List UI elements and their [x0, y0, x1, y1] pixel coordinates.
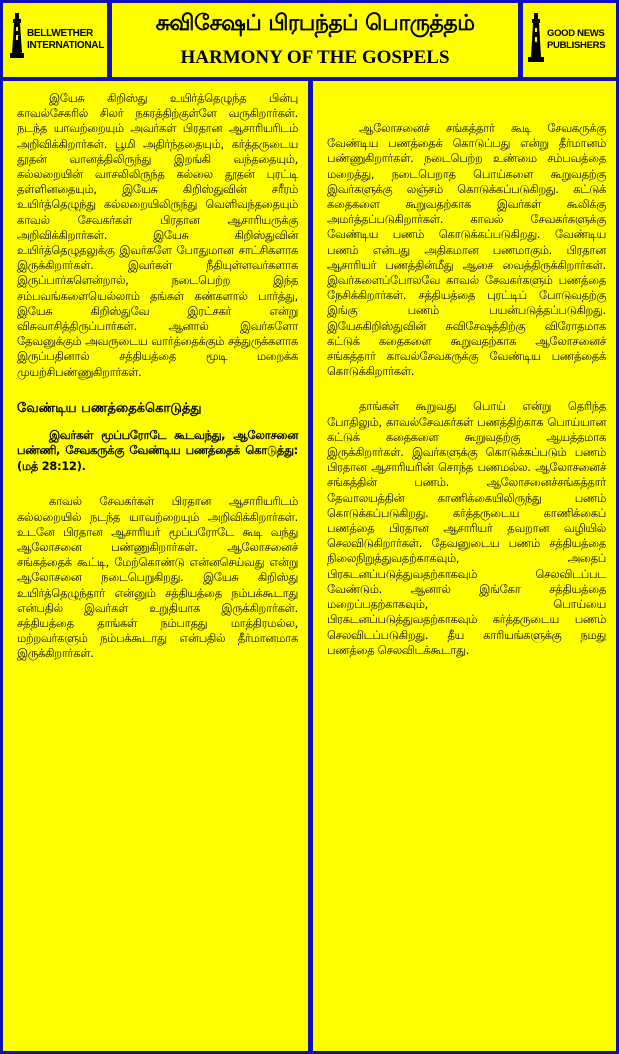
right-paragraph-2: தாங்கள் கூறுவது பொய் என்று தெரிந்த போதிலும், காவல்சேவகர்கள் பணத்திற்காக பொய்யான கட்டுக் கதைகளை கூறுவதற்கு ஆயத்தமாக இருக்கிறார்கள். இவர்களுக்கு கொடுக்கப்படும் பணம் பிரதான ஆசாரியரின் சொந்த பணமல்ல. ஆலோசனைச் சங்கத்தின் பணம். ஆலோசனைச்சங்கத்தார் தேவாலயத்தின் காணிக்கையிலிருந்து பணம் கொடுக்கப்படுகிறது. கர்த்தருடைய காணிக்கைப் பணத்தை பிரதான ஆசாரியர் தவறான வழியில் செலவிடுகிறார்கள். தேவனுடைய பணம் சத்தியத்தை நிலைநிறுத்துவதற்காகவும், அதைப் பிரகடனப்படுத்துவதற்காகவும் செலவிடப்பட வேண்டும். ஆனால் இங்கோ சத்தியத்தை மறைப்பதற்காகவும், பொய்யை பிரகடனப்படுத்துவதற்காகவும் கர்த்தருடைய பணம் செலவிடப்படுகிறது. தீய காரியங்களுக்கு நமது பணத்தை செலவிடக்கூடாது. — [327, 400, 606, 657]
title-english: HARMONY OF THE GOSPELS — [180, 47, 450, 68]
right-column — [313, 81, 616, 1051]
logo-left-line1: BELLWETHER — [27, 28, 93, 39]
logo-right-line2: PUBLISHERS — [547, 40, 606, 51]
good-news-logo — [523, 3, 616, 77]
title-box — [112, 3, 518, 77]
logo-left-line2: INTERNATIONAL — [27, 40, 105, 51]
scripture-verse: இவர்கள் மூப்பரோடே கூடவந்து, ஆலோசனை பண்ணி, சேவகருக்கு வேண்டிய பணத்தைக் கொடுத்து: (மத் 28:12). — [17, 428, 298, 473]
bellwether-logo — [3, 3, 107, 77]
logo-right-line1: GOOD NEWS — [547, 28, 605, 39]
left-column — [3, 81, 308, 1051]
section-heading: வேண்டிய பணத்தைக்கொடுத்து — [17, 400, 202, 416]
title-tamil: சுவிசேஷப் பிரபந்தப் பொருத்தம் — [155, 11, 475, 36]
tower-icon — [527, 13, 545, 65]
left-paragraph-2: காவல் சேவகர்கள் பிரதான ஆசாரியரிடம் கல்லறையில் நடந்த யாவற்றையும் அறிவிக்கிறார்கள். உடனே பிரதான ஆசாரியர் மூப்பரோடே கூடி வந்து ஆலோசனை பண்ணுகிறார்கள். ஆலோசனைச் சங்கத்தைக் கூட்டி, மேற்கொண்டு என்னசெய்வது என்று ஆலோசனை நடைபெறுகிறது. இயேசு கிறிஸ்து உயிர்த்தெழுந்தார் என்னும் சத்தியத்தை நம்பக்கூடாது என்பதில் இவர்கள் உறுதியாக இருக்கிறார்கள். சத்தியத்தை தாங்கள் நம்பாதது மாத்திரமல்ல, மற்றவர்களும் நம்பக்கூடாது என்பதில் தீர்மானமாக இருக்கிறார்கள். — [17, 495, 298, 661]
left-paragraph-1: இயேசு கிறிஸ்து உயிர்த்தெழுந்த பின்பு காவல்சேகரில் சிலர் நகரத்திற்குள்ளே வருகிறார்கள். நடந்த யாவற்றையும் அவர்கள் பிரதான ஆசாரியரிடம் அறிவிக்கிறார்கள். பூமி அதிர்ந்ததையும், கர்த்தருடைய தூதன் வானத்திலிருந்து இறங்கி வந்ததையும், கல்லறையின் வாசலிலிருந்த கல்லை தூதன் புரட்டி தள்ளினதையும், இயேசு கிறிஸ்துவின் சரீரம் உயிர்த்தெழுந்து கல்லறையிலிருந்து வெளிவந்ததையும் காவல் சேவகர்கள் பிரதான ஆசாரியருக்கு அறிவிக்கிறார்கள். இயேசு கிறிஸ்துவின் உயிர்த்தெழுதலுக்கு இவர்களே போதுமான சாட்சிகளாக இருக்கிறார்கள். இவர்கள் நீதியுள்ளவர்களாக இருப்பார்களென்றால், நடைபெற்ற இந்த சம்பவங்களையெல்லாம் தங்கள் கண்களால் பார்த்து, இயேசு கிறிஸ்துவே இரட்சகர் என்று விசுவாசித்திருப்பார்கள். ஆனால் இவர்களோ தேவனுக்கும் அவருடைய வார்த்தைக்கும் சத்துருக்களாக இருப்பதினால் சத்தியத்தை மூடி மறைக்க முயற்சிபண்ணுகிறார்கள். — [17, 92, 298, 379]
right-paragraph-1: ஆலோசனைச் சங்கத்தார் கூடி சேவகருக்கு வேண்டிய பணத்தைக் கொடுப்பது என்று தீர்மானம் பண்ணுகிறார்கள். நடைபெற்ற உண்மை சம்பவத்தை மறைத்து, நடைபெறாத பொய்களை கூறுவதற்கு இவர்களுக்கு லஞ்சம் கொடுக்கப்படுகிறது. கட்டுக் கதைகளை கூறுவதற்காக இவர்கள் கூலிக்கு அமர்த்தப்படுகிறார்கள். காவல் சேவகர்களுக்கு வேண்டிய பணம் கொடுக்கப்படுகிறது. வேண்டிய பணம் என்பது அதிகமான பணமாகும். பிரதான ஆசாரியர் பணத்தின்மீது ஆசை வைத்திருக்கிறார்கள். இவர்களைப்போலவே காவல் சேவகர்களும் பணத்தை நேசிக்கிறார்கள். சத்தியத்தை புரட்டிப் போடுவதற்கு இங்கு பணம் பயன்படுத்தப்படுகிறது. இயேசுகிறிஸ்துவின் சுவிசேஷத்திற்கு விரோதமாக கட்டுக் கதைகளை கூறுவதற்காக ஆலோசனைச் சங்கத்தார் காவல்சேவகருக்கு வேண்டிய பணத்தைக் கொடுக்கிறார்கள். — [327, 122, 606, 379]
tower-icon — [9, 13, 25, 61]
